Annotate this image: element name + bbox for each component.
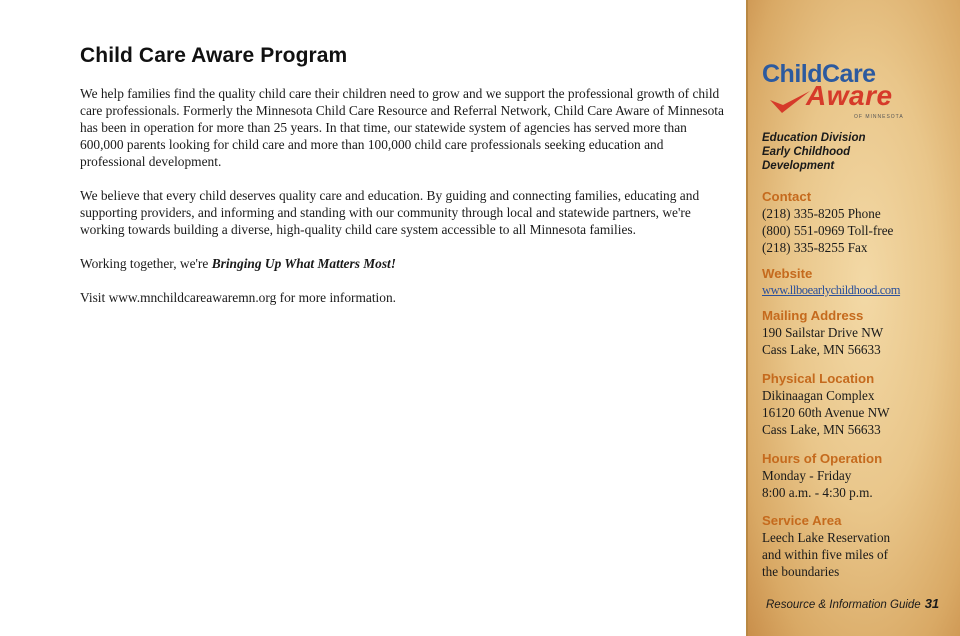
division-line: Development: [762, 160, 835, 172]
logo-text-minnesota: OF MINNESOTA: [854, 114, 904, 120]
physical-heading: Physical Location: [762, 371, 875, 386]
division-label: [762, 131, 952, 173]
service-line: the boundaries: [762, 564, 840, 579]
belief-paragraph: We believe that every child deserves quality care and education. By guiding and connecting families, educating and supporting providers, and informing and standing with our community through local and statewide partners, we're working towards building a diverse, high-quality child care system accessible to all Minnesota families.: [80, 188, 700, 237]
physical-section: [762, 370, 958, 438]
contact-heading: Contact: [762, 189, 812, 204]
mailing-line: Cass Lake, MN 56633: [762, 342, 881, 357]
service-heading: Service Area: [762, 513, 842, 528]
visit-paragraph: Visit www.mnchildcareawaremn.org for more information.: [80, 290, 397, 305]
service-section: [762, 512, 958, 580]
physical-line: Dikinaagan Complex: [762, 388, 875, 403]
physical-line: Cass Lake, MN 56633: [762, 422, 881, 437]
intro-paragraph: We help families find the quality child care their children need to grow and we support the professional growth of child care professionals. Formerly the Minnesota Child Care Resource and Referral Network, Child Care Aware of Minnesota has been in operation for more than 25 years. In that time, our statewide system of agencies has served more than 600,000 parents looking for child care and more than 100,000 child care professionals seeking education and professional development.: [80, 86, 724, 169]
contact-section: [762, 188, 958, 256]
service-line: Leech Lake Reservation: [762, 530, 891, 545]
division-line: Education Division: [762, 132, 866, 144]
page-title: Child Care Aware Program: [80, 44, 348, 67]
page-number: 31: [924, 596, 940, 611]
hours-heading: Hours of Operation: [762, 451, 883, 466]
page-footer: [766, 596, 939, 611]
mailing-section: [762, 307, 958, 358]
hours-line: 8:00 a.m. - 4:30 p.m.: [762, 485, 873, 500]
fax-line: (218) 335-8255 Fax: [762, 240, 868, 255]
tagline-paragraph: [80, 255, 730, 272]
logo-text-childcare: ChildCare: [762, 60, 876, 88]
tagline-emphasis: Bringing Up What Matters Most!: [211, 256, 396, 271]
contact-sidebar: [748, 0, 960, 636]
division-line: Early Childhood: [762, 146, 851, 158]
tagline-prefix: Working together, we're: [80, 256, 212, 271]
main-content: [80, 44, 730, 323]
mailing-line: 190 Sailstar Drive NW: [762, 325, 884, 340]
logo-text-aware: Aware: [806, 80, 893, 111]
mailing-heading: Mailing Address: [762, 308, 864, 323]
phone-line: (218) 335-8205 Phone: [762, 206, 881, 221]
child-care-aware-logo: [762, 58, 912, 124]
website-link[interactable]: www.llboearlychildhood.com: [762, 283, 901, 297]
website-heading: Website: [762, 266, 813, 281]
hours-line: Monday - Friday: [762, 468, 852, 483]
tollfree-line: (800) 551-0969 Toll-free: [762, 223, 894, 238]
footer-label: Resource & Information Guide: [766, 599, 921, 611]
physical-line: 16120 60th Avenue NW: [762, 405, 890, 420]
hours-section: [762, 450, 958, 501]
website-section: [762, 265, 958, 298]
service-line: and within five miles of: [762, 547, 888, 562]
